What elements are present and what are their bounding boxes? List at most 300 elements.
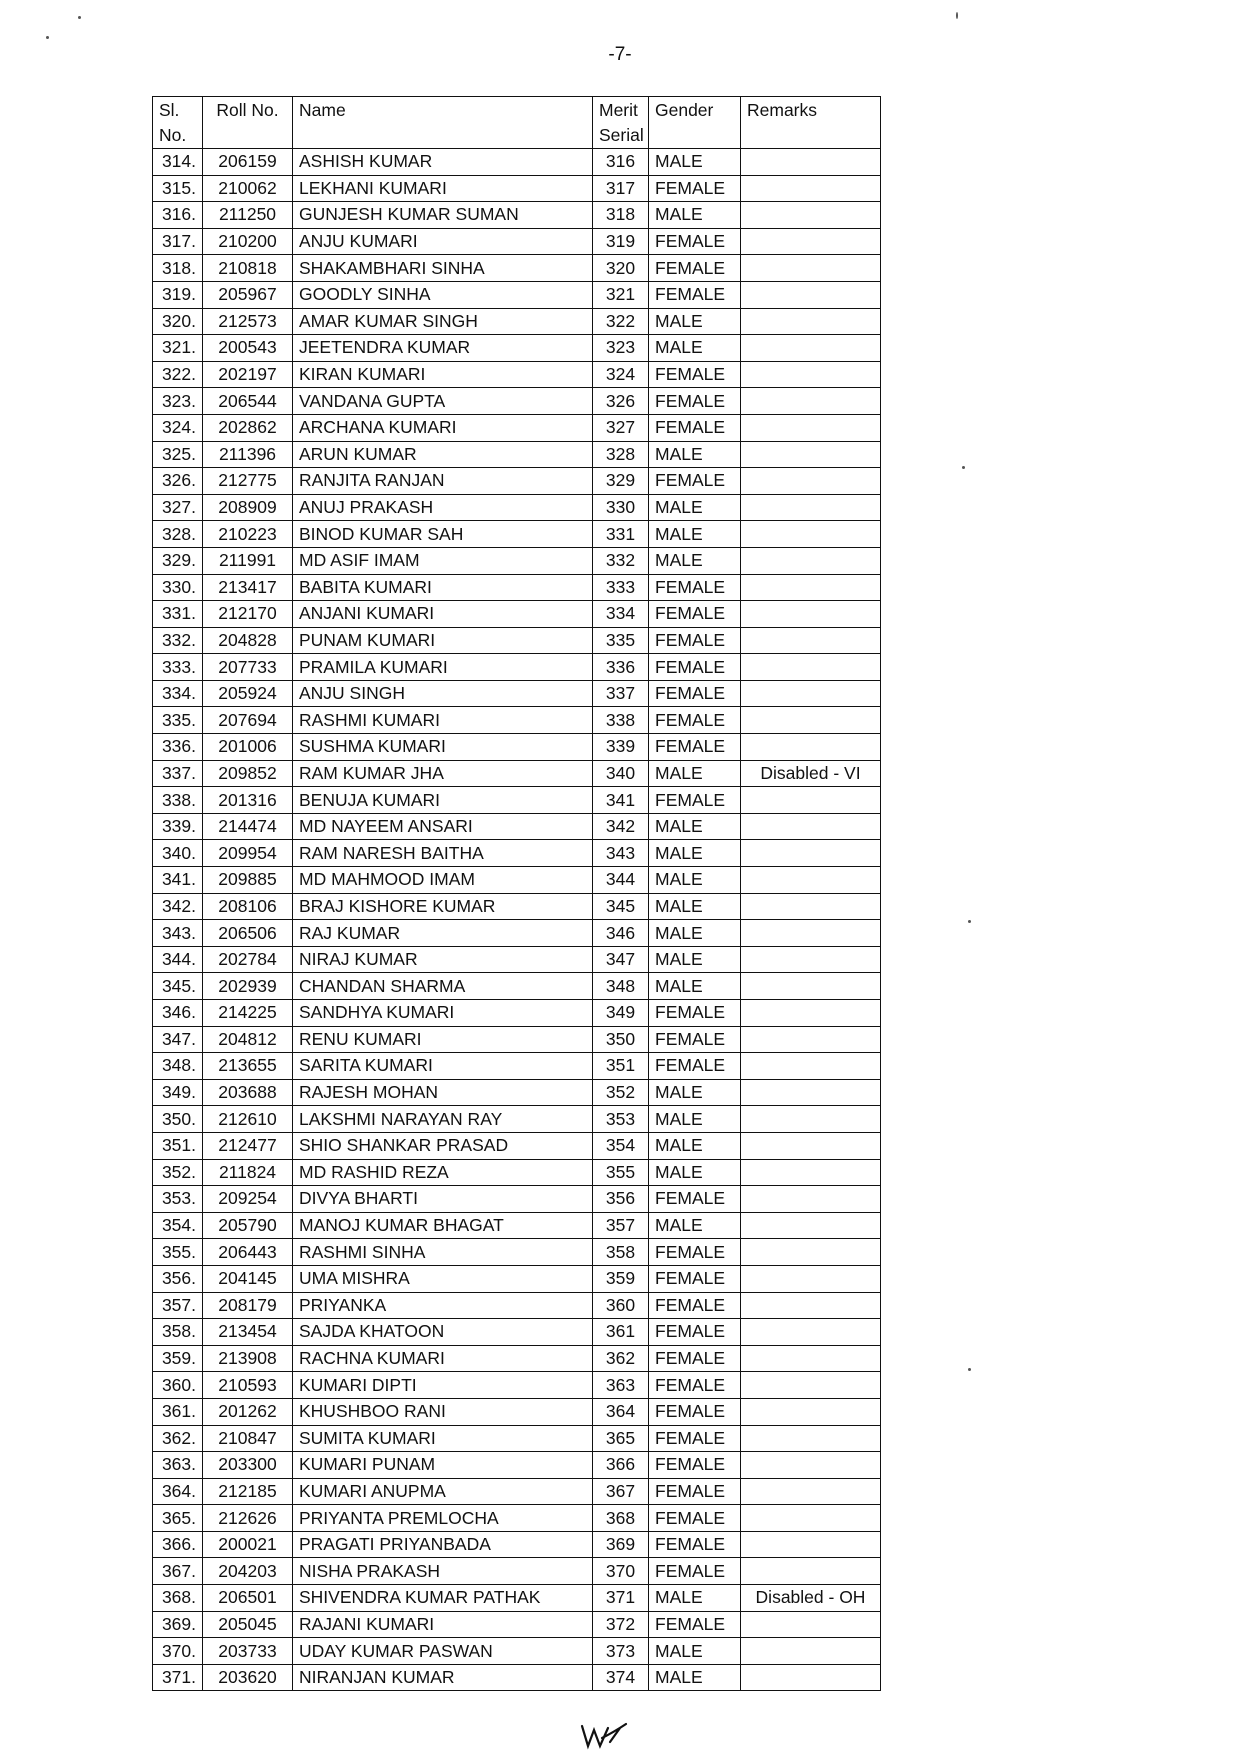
cell-name: RASHMI KUMARI xyxy=(293,707,593,734)
cell-sl-no: 352. xyxy=(153,1159,203,1186)
cell-roll-no: 201006 xyxy=(203,734,293,761)
cell-gender: FEMALE xyxy=(649,1611,741,1638)
cell-merit-serial: 316 xyxy=(593,149,649,176)
cell-remarks xyxy=(741,734,881,761)
cell-remarks xyxy=(741,175,881,202)
table-row xyxy=(153,734,881,761)
cell-sl-no: 349. xyxy=(153,1079,203,1106)
cell-remarks xyxy=(741,787,881,814)
cell-sl-no: 367. xyxy=(153,1558,203,1585)
cell-remarks xyxy=(741,601,881,628)
cell-gender: MALE xyxy=(649,760,741,787)
cell-merit-serial: 341 xyxy=(593,787,649,814)
cell-merit-serial: 359 xyxy=(593,1265,649,1292)
cell-sl-no: 338. xyxy=(153,787,203,814)
cell-merit-serial: 333 xyxy=(593,574,649,601)
cell-gender: MALE xyxy=(649,1212,741,1239)
cell-remarks xyxy=(741,494,881,521)
cell-remarks xyxy=(741,920,881,947)
cell-sl-no: 340. xyxy=(153,840,203,867)
cell-gender: FEMALE xyxy=(649,1558,741,1585)
cell-name: NIRANJAN KUMAR xyxy=(293,1664,593,1691)
cell-name: SUSHMA KUMARI xyxy=(293,734,593,761)
table-row xyxy=(153,707,881,734)
cell-sl-no: 351. xyxy=(153,1132,203,1159)
cell-roll-no: 201262 xyxy=(203,1398,293,1425)
cell-remarks xyxy=(741,1212,881,1239)
cell-sl-no: 359. xyxy=(153,1345,203,1372)
cell-name: SHIVENDRA KUMAR PATHAK xyxy=(293,1585,593,1612)
cell-remarks xyxy=(741,468,881,495)
cell-merit-serial: 321 xyxy=(593,281,649,308)
cell-name: BINOD KUMAR SAH xyxy=(293,521,593,548)
cell-gender: MALE xyxy=(649,1079,741,1106)
cell-gender: FEMALE xyxy=(649,787,741,814)
cell-sl-no: 365. xyxy=(153,1505,203,1532)
cell-sl-no: 371. xyxy=(153,1664,203,1691)
cell-name: KUMARI PUNAM xyxy=(293,1452,593,1479)
cell-merit-serial: 361 xyxy=(593,1319,649,1346)
cell-name: RASHMI SINHA xyxy=(293,1239,593,1266)
cell-roll-no: 205924 xyxy=(203,680,293,707)
table-row xyxy=(153,1425,881,1452)
cell-merit-serial: 332 xyxy=(593,547,649,574)
cell-roll-no: 202862 xyxy=(203,414,293,441)
cell-roll-no: 211991 xyxy=(203,547,293,574)
cell-gender: FEMALE xyxy=(649,1239,741,1266)
table-row xyxy=(153,335,881,362)
cell-gender: FEMALE xyxy=(649,627,741,654)
cell-sl-no: 336. xyxy=(153,734,203,761)
table-row xyxy=(153,1026,881,1053)
cell-gender: FEMALE xyxy=(649,1265,741,1292)
cell-gender: MALE xyxy=(649,920,741,947)
cell-sl-no: 366. xyxy=(153,1531,203,1558)
header-gender: Gender xyxy=(649,97,741,149)
table-row xyxy=(153,1478,881,1505)
cell-gender: FEMALE xyxy=(649,255,741,282)
cell-remarks xyxy=(741,1531,881,1558)
cell-name: ANJU SINGH xyxy=(293,680,593,707)
cell-sl-no: 329. xyxy=(153,547,203,574)
cell-merit-serial: 319 xyxy=(593,228,649,255)
cell-merit-serial: 318 xyxy=(593,202,649,229)
cell-sl-no: 369. xyxy=(153,1611,203,1638)
cell-remarks xyxy=(741,441,881,468)
cell-name: BENUJA KUMARI xyxy=(293,787,593,814)
table-row xyxy=(153,1531,881,1558)
cell-roll-no: 212185 xyxy=(203,1478,293,1505)
cell-sl-no: 331. xyxy=(153,601,203,628)
cell-name: PUNAM KUMARI xyxy=(293,627,593,654)
table-row xyxy=(153,867,881,894)
cell-name: RENU KUMARI xyxy=(293,1026,593,1053)
cell-merit-serial: 367 xyxy=(593,1478,649,1505)
cell-name: KHUSHBOO RANI xyxy=(293,1398,593,1425)
cell-sl-no: 355. xyxy=(153,1239,203,1266)
cell-sl-no: 360. xyxy=(153,1372,203,1399)
cell-merit-serial: 339 xyxy=(593,734,649,761)
cell-remarks xyxy=(741,813,881,840)
cell-merit-serial: 323 xyxy=(593,335,649,362)
cell-sl-no: 341. xyxy=(153,867,203,894)
cell-remarks xyxy=(741,1398,881,1425)
cell-remarks xyxy=(741,228,881,255)
table-row xyxy=(153,521,881,548)
table-row xyxy=(153,1239,881,1266)
cell-sl-no: 370. xyxy=(153,1638,203,1665)
cell-roll-no: 210223 xyxy=(203,521,293,548)
cell-name: PRAGATI PRIYANBADA xyxy=(293,1531,593,1558)
cell-merit-serial: 372 xyxy=(593,1611,649,1638)
table-row xyxy=(153,494,881,521)
cell-merit-serial: 374 xyxy=(593,1664,649,1691)
cell-remarks xyxy=(741,1159,881,1186)
cell-sl-no: 362. xyxy=(153,1425,203,1452)
header-roll-no: Roll No. xyxy=(203,97,293,149)
header-remarks: Remarks xyxy=(741,97,881,149)
cell-remarks xyxy=(741,1319,881,1346)
cell-roll-no: 210593 xyxy=(203,1372,293,1399)
cell-name: MANOJ KUMAR BHAGAT xyxy=(293,1212,593,1239)
cell-remarks xyxy=(741,1611,881,1638)
cell-name: SUMITA KUMARI xyxy=(293,1425,593,1452)
table-row xyxy=(153,175,881,202)
cell-merit-serial: 327 xyxy=(593,414,649,441)
cell-roll-no: 203620 xyxy=(203,1664,293,1691)
cell-remarks xyxy=(741,1345,881,1372)
cell-name: ARUN KUMAR xyxy=(293,441,593,468)
cell-merit-serial: 320 xyxy=(593,255,649,282)
table-row xyxy=(153,547,881,574)
cell-gender: FEMALE xyxy=(649,1292,741,1319)
cell-gender: FEMALE xyxy=(649,1372,741,1399)
cell-roll-no: 206159 xyxy=(203,149,293,176)
table-row xyxy=(153,1053,881,1080)
cell-name: RAJANI KUMARI xyxy=(293,1611,593,1638)
cell-gender: FEMALE xyxy=(649,175,741,202)
cell-merit-serial: 336 xyxy=(593,654,649,681)
cell-roll-no: 212775 xyxy=(203,468,293,495)
cell-gender: FEMALE xyxy=(649,1531,741,1558)
cell-name: ANJU KUMARI xyxy=(293,228,593,255)
cell-merit-serial: 334 xyxy=(593,601,649,628)
cell-remarks xyxy=(741,1000,881,1027)
cell-roll-no: 203733 xyxy=(203,1638,293,1665)
cell-roll-no: 212170 xyxy=(203,601,293,628)
cell-roll-no: 202939 xyxy=(203,973,293,1000)
cell-roll-no: 208106 xyxy=(203,893,293,920)
cell-sl-no: 318. xyxy=(153,255,203,282)
cell-merit-serial: 344 xyxy=(593,867,649,894)
signature-mark xyxy=(580,1720,640,1754)
cell-remarks xyxy=(741,1239,881,1266)
cell-gender: FEMALE xyxy=(649,680,741,707)
scan-speck xyxy=(46,36,49,39)
cell-name: MD ASIF IMAM xyxy=(293,547,593,574)
cell-remarks xyxy=(741,840,881,867)
cell-gender: FEMALE xyxy=(649,1505,741,1532)
table-row xyxy=(153,414,881,441)
table-row xyxy=(153,1452,881,1479)
cell-gender: FEMALE xyxy=(649,1000,741,1027)
table-row xyxy=(153,308,881,335)
cell-gender: MALE xyxy=(649,335,741,362)
cell-remarks xyxy=(741,414,881,441)
cell-gender: FEMALE xyxy=(649,1452,741,1479)
cell-remarks xyxy=(741,1132,881,1159)
cell-roll-no: 203300 xyxy=(203,1452,293,1479)
table-row xyxy=(153,654,881,681)
cell-remarks xyxy=(741,1478,881,1505)
cell-name: RAJ KUMAR xyxy=(293,920,593,947)
cell-remarks xyxy=(741,202,881,229)
cell-sl-no: 315. xyxy=(153,175,203,202)
cell-merit-serial: 328 xyxy=(593,441,649,468)
cell-name: AMAR KUMAR SINGH xyxy=(293,308,593,335)
cell-roll-no: 211250 xyxy=(203,202,293,229)
cell-roll-no: 204812 xyxy=(203,1026,293,1053)
cell-sl-no: 325. xyxy=(153,441,203,468)
cell-roll-no: 210818 xyxy=(203,255,293,282)
cell-merit-serial: 337 xyxy=(593,680,649,707)
cell-merit-serial: 340 xyxy=(593,760,649,787)
cell-roll-no: 211824 xyxy=(203,1159,293,1186)
cell-name: CHANDAN SHARMA xyxy=(293,973,593,1000)
table-row xyxy=(153,973,881,1000)
table-row xyxy=(153,601,881,628)
cell-remarks xyxy=(741,1558,881,1585)
cell-roll-no: 205790 xyxy=(203,1212,293,1239)
cell-sl-no: 323. xyxy=(153,388,203,415)
cell-gender: FEMALE xyxy=(649,574,741,601)
cell-roll-no: 207733 xyxy=(203,654,293,681)
cell-roll-no: 210062 xyxy=(203,175,293,202)
cell-roll-no: 212626 xyxy=(203,1505,293,1532)
cell-roll-no: 208179 xyxy=(203,1292,293,1319)
header-sl-no: Sl. No. xyxy=(153,97,203,149)
table-row xyxy=(153,281,881,308)
cell-gender: MALE xyxy=(649,547,741,574)
cell-sl-no: 316. xyxy=(153,202,203,229)
cell-merit-serial: 335 xyxy=(593,627,649,654)
cell-gender: MALE xyxy=(649,1664,741,1691)
cell-name: VANDANA GUPTA xyxy=(293,388,593,415)
table-row xyxy=(153,680,881,707)
cell-remarks xyxy=(741,1265,881,1292)
cell-sl-no: 345. xyxy=(153,973,203,1000)
cell-roll-no: 202784 xyxy=(203,946,293,973)
cell-roll-no: 213454 xyxy=(203,1319,293,1346)
cell-gender: FEMALE xyxy=(649,1478,741,1505)
cell-roll-no: 204828 xyxy=(203,627,293,654)
cell-remarks xyxy=(741,1026,881,1053)
cell-gender: MALE xyxy=(649,308,741,335)
cell-sl-no: 326. xyxy=(153,468,203,495)
cell-roll-no: 200021 xyxy=(203,1531,293,1558)
table-row xyxy=(153,920,881,947)
cell-name: ARCHANA KUMARI xyxy=(293,414,593,441)
cell-merit-serial: 356 xyxy=(593,1186,649,1213)
cell-merit-serial: 317 xyxy=(593,175,649,202)
table-row xyxy=(153,202,881,229)
cell-roll-no: 205045 xyxy=(203,1611,293,1638)
cell-sl-no: 317. xyxy=(153,228,203,255)
cell-remarks xyxy=(741,893,881,920)
cell-name: UDAY KUMAR PASWAN xyxy=(293,1638,593,1665)
cell-gender: FEMALE xyxy=(649,388,741,415)
scan-speck xyxy=(968,920,971,923)
cell-gender: MALE xyxy=(649,1638,741,1665)
cell-name: SAJDA KHATOON xyxy=(293,1319,593,1346)
cell-roll-no: 206544 xyxy=(203,388,293,415)
cell-gender: MALE xyxy=(649,1106,741,1133)
cell-gender: FEMALE xyxy=(649,1026,741,1053)
cell-gender: MALE xyxy=(649,521,741,548)
cell-merit-serial: 369 xyxy=(593,1531,649,1558)
cell-remarks xyxy=(741,1186,881,1213)
cell-remarks xyxy=(741,281,881,308)
cell-roll-no: 203688 xyxy=(203,1079,293,1106)
cell-roll-no: 214225 xyxy=(203,1000,293,1027)
cell-sl-no: 364. xyxy=(153,1478,203,1505)
cell-merit-serial: 326 xyxy=(593,388,649,415)
cell-sl-no: 314. xyxy=(153,149,203,176)
cell-remarks xyxy=(741,1505,881,1532)
cell-gender: MALE xyxy=(649,973,741,1000)
table-row xyxy=(153,1664,881,1691)
cell-gender: MALE xyxy=(649,893,741,920)
cell-remarks xyxy=(741,388,881,415)
cell-remarks xyxy=(741,335,881,362)
cell-sl-no: 348. xyxy=(153,1053,203,1080)
cell-sl-no: 328. xyxy=(153,521,203,548)
cell-name: RAM NARESH BAITHA xyxy=(293,840,593,867)
cell-roll-no: 209852 xyxy=(203,760,293,787)
cell-roll-no: 210200 xyxy=(203,228,293,255)
cell-gender: FEMALE xyxy=(649,1345,741,1372)
cell-name: ANUJ PRAKASH xyxy=(293,494,593,521)
cell-sl-no: 333. xyxy=(153,654,203,681)
table-row xyxy=(153,1186,881,1213)
table-row xyxy=(153,627,881,654)
cell-merit-serial: 357 xyxy=(593,1212,649,1239)
page-number: -7- xyxy=(608,44,632,65)
cell-name: KUMARI DIPTI xyxy=(293,1372,593,1399)
cell-merit-serial: 338 xyxy=(593,707,649,734)
table-row xyxy=(153,1079,881,1106)
cell-name: DIVYA BHARTI xyxy=(293,1186,593,1213)
cell-remarks xyxy=(741,255,881,282)
cell-roll-no: 213655 xyxy=(203,1053,293,1080)
cell-merit-serial: 352 xyxy=(593,1079,649,1106)
cell-sl-no: 354. xyxy=(153,1212,203,1239)
cell-roll-no: 209254 xyxy=(203,1186,293,1213)
cell-name: MD NAYEEM ANSARI xyxy=(293,813,593,840)
cell-gender: FEMALE xyxy=(649,281,741,308)
cell-name: KIRAN KUMARI xyxy=(293,361,593,388)
cell-sl-no: 332. xyxy=(153,627,203,654)
cell-name: RAM KUMAR JHA xyxy=(293,760,593,787)
cell-merit-serial: 345 xyxy=(593,893,649,920)
cell-merit-serial: 349 xyxy=(593,1000,649,1027)
table-row xyxy=(153,1265,881,1292)
cell-remarks xyxy=(741,149,881,176)
cell-sl-no: 343. xyxy=(153,920,203,947)
cell-merit-serial: 358 xyxy=(593,1239,649,1266)
table-row xyxy=(153,1319,881,1346)
cell-gender: MALE xyxy=(649,867,741,894)
cell-gender: MALE xyxy=(649,813,741,840)
cell-name: PRAMILA KUMARI xyxy=(293,654,593,681)
table-row xyxy=(153,813,881,840)
cell-roll-no: 209954 xyxy=(203,840,293,867)
cell-remarks xyxy=(741,1452,881,1479)
cell-roll-no: 204145 xyxy=(203,1265,293,1292)
cell-remarks xyxy=(741,973,881,1000)
cell-remarks xyxy=(741,574,881,601)
cell-roll-no: 212573 xyxy=(203,308,293,335)
cell-remarks xyxy=(741,361,881,388)
cell-sl-no: 363. xyxy=(153,1452,203,1479)
cell-sl-no: 327. xyxy=(153,494,203,521)
cell-sl-no: 335. xyxy=(153,707,203,734)
cell-roll-no: 208909 xyxy=(203,494,293,521)
cell-roll-no: 206443 xyxy=(203,1239,293,1266)
cell-remarks xyxy=(741,1372,881,1399)
cell-merit-serial: 346 xyxy=(593,920,649,947)
table-row xyxy=(153,574,881,601)
cell-merit-serial: 365 xyxy=(593,1425,649,1452)
table-row xyxy=(153,1292,881,1319)
table-row xyxy=(153,441,881,468)
cell-name: PRIYANTA PREMLOCHA xyxy=(293,1505,593,1532)
cell-merit-serial: 371 xyxy=(593,1585,649,1612)
cell-gender: FEMALE xyxy=(649,707,741,734)
cell-name: RANJITA RANJAN xyxy=(293,468,593,495)
cell-remarks xyxy=(741,707,881,734)
cell-roll-no: 212610 xyxy=(203,1106,293,1133)
table-row xyxy=(153,1212,881,1239)
cell-name: RACHNA KUMARI xyxy=(293,1345,593,1372)
cell-merit-serial: 350 xyxy=(593,1026,649,1053)
cell-name: RAJESH MOHAN xyxy=(293,1079,593,1106)
cell-gender: FEMALE xyxy=(649,1425,741,1452)
cell-sl-no: 320. xyxy=(153,308,203,335)
cell-gender: MALE xyxy=(649,149,741,176)
table-row xyxy=(153,228,881,255)
cell-remarks xyxy=(741,627,881,654)
cell-name: MD MAHMOOD IMAM xyxy=(293,867,593,894)
cell-remarks xyxy=(741,1638,881,1665)
cell-remarks xyxy=(741,547,881,574)
cell-name: BABITA KUMARI xyxy=(293,574,593,601)
cell-gender: MALE xyxy=(649,840,741,867)
cell-sl-no: 342. xyxy=(153,893,203,920)
cell-merit-serial: 331 xyxy=(593,521,649,548)
table-row xyxy=(153,149,881,176)
scan-speck xyxy=(956,12,958,19)
table-row xyxy=(153,787,881,814)
cell-sl-no: 350. xyxy=(153,1106,203,1133)
cell-sl-no: 346. xyxy=(153,1000,203,1027)
cell-merit-serial: 363 xyxy=(593,1372,649,1399)
table-row xyxy=(153,760,881,787)
cell-name: KUMARI ANUPMA xyxy=(293,1478,593,1505)
cell-merit-serial: 324 xyxy=(593,361,649,388)
scan-speck xyxy=(78,16,81,19)
cell-remarks xyxy=(741,867,881,894)
